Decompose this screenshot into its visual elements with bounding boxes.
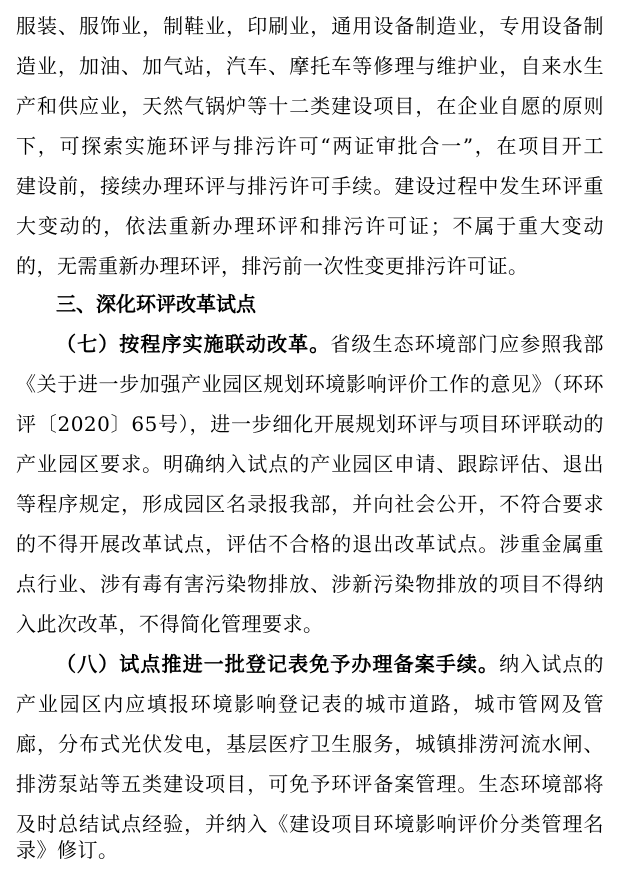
paragraph-first-line [56, 324, 604, 364]
paragraph-line: 建设前，接续办理环评与排污许可手续。建设过程中发生环评重 [16, 174, 604, 198]
paragraph-line: 服装、服饰业，制鞋业，印刷业，通用设备制造业，专用设备制 [16, 14, 604, 38]
paragraph-line: 点行业、涉有毒有害污染物排放、涉新污染物排放的项目不得纳 [16, 572, 604, 596]
paragraph-line: 的，无需重新办理环评，排污前一次性变更排污许可证。 [16, 254, 529, 278]
paragraph-line: 及时总结试点经验，并纳入《建设项目环境影响评价分类管理名 [16, 812, 604, 836]
paragraph-line: 大变动的，依法重新办理环评和排污许可证；不属于重大变动 [16, 214, 604, 238]
paragraph-lead: （八）试点推进一批登记表免予办理备案手续。 [56, 652, 500, 676]
paragraph-line: 录》修订。 [16, 838, 119, 862]
paragraph-line: 下，可探索实施环评与排污许可“两证审批合一”，在项目开工 [16, 134, 604, 158]
paragraph-line: 的不得开展改革试点，评估不合格的退出改革试点。涉重金属重 [16, 532, 604, 556]
paragraph-line: 《关于进一步加强产业园区规划环境影响评价工作的意见》（环环 [16, 372, 604, 396]
paragraph-line: 等程序规定，形成园区名录报我部，并向社会公开，不符合要求 [16, 492, 604, 516]
section-heading: 三、深化环评改革试点 [56, 292, 256, 316]
paragraph-line: 入此次改革，不得简化管理要求。 [16, 612, 324, 636]
paragraph-first-line [56, 644, 604, 684]
paragraph-line: 产和供应业，天然气锅炉等十二类建设项目，在企业自愿的原则 [16, 94, 604, 118]
paragraph-line: 评〔2020〕65号），进一步细化开展规划环评与项目环评联动的 [16, 412, 604, 436]
paragraph-text: 纳入试点的 [499, 652, 605, 676]
paragraph-lead: （七）按程序实施联动改革。 [56, 332, 331, 356]
paragraph-line: 排涝泵站等五类建设项目，可免予环评备案管理。生态环境部将 [16, 772, 604, 796]
paragraph-line: 产业园区内应填报环境影响登记表的城市道路，城市管网及管 [16, 692, 604, 716]
paragraph-line: 产业园区要求。明确纳入试点的产业园区申请、跟踪评估、退出 [16, 452, 604, 476]
paragraph-text: 省级生态环境部门应参照我部 [330, 332, 605, 356]
paragraph-line: 造业，加油、加气站，汽车、摩托车等修理与维护业，自来水生 [16, 54, 604, 78]
paragraph-line: 廊，分布式光伏发电，基层医疗卫生服务，城镇排涝河流水闸、 [16, 732, 604, 756]
